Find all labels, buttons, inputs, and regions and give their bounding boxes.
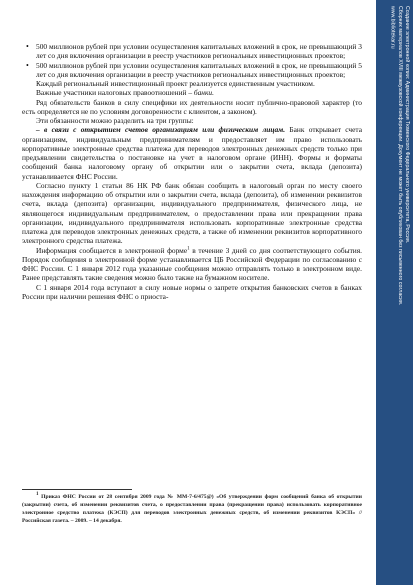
footnote [22, 493, 362, 525]
info-text-a: Информация сообщается в электронной форме [36, 245, 188, 255]
accounts-heading: – в связи с открытием счетов организациям или физическим лицам. [36, 125, 286, 135]
document-body [22, 42, 362, 301]
sidebar-watermark-text [380, 6, 410, 566]
sidebar-line: Сборник материалов XVIII межвузовской конференции. Документ не может быть опубликован без письменного согласия. [396, 6, 403, 306]
banks-text: Важные участники налоговых правоотношений – [36, 88, 194, 98]
footnote-text: Приказ ФНС России от 28 сентября 2009 года № ММ-7-6/475@) «Об утверждении форм сообщений банка об открытии (закрытии) счета, об изменении реквизитов счета, о предоставлении права (прекращении права) использовать корпоративное электронное средство платежа (КЭСП) для переводов электронных денежных средств, об изменении реквизитов КЭСП» // Российская газета. – 2009. – 14 декабря. [22, 494, 362, 524]
sidebar-line: Создание электронной копии: Администрация Тюменского Федерального университета, Россия. [404, 6, 410, 244]
accounts-text: Банк открывает счета организациям, индивидуальным предпринимателям и предоставляет им право использовать корпоративные электронные средства платежа для переводов электронных денежных средств только при предъявлении свидетельства о постановке на учет в налоговом органе (ИНН). Формы и форматы сообщений банка налоговому органу об открытии или о закрытии счета, вклада (депозита) устанавливается ФНС России. [22, 125, 363, 181]
paragraph: Ряд обязательств банков в силу специфики их деятельности носит публично-правовой характер (то есть определяется не по условиям договоренности с клиентом, а законом). [22, 97, 362, 116]
banks-emphasis: банки. [193, 88, 214, 98]
footnote-separator [22, 489, 132, 490]
sidebar-link[interactable]: www.bibliotekar.ru [389, 6, 396, 49]
paragraph: С 1 января 2014 года вступают в силу новые нормы о запрете открытия банковских счетов в банках России при наличии решения ФНС о приоста- [22, 282, 362, 301]
paragraph: Каждый региональный инвестиционный проект реализуется единственным участником. [36, 79, 315, 88]
paragraph-info [22, 246, 362, 283]
bullet-item: • 500 миллионов рублей при условии осуществления капитальных вложений в срок, не превышающий 3 лет со дня включения организации в реестр участников региональных инвестиционных проектов; [22, 42, 362, 61]
info-text-b: в течение 3 дней со дня соответствующего события. Порядок сообщения в электронной форме устанавливается ЦБ Российской Федерации по согласованию с ФНС России. С 1 января 2012 года указанные сообщения можно отправлять только в электронном виде. Ранее представлять такие сведения можно было также на бумажном носителе. [22, 245, 363, 283]
paragraph-accounts [22, 125, 362, 181]
bullet-item: • 500 миллионов рублей при условии осуществления капитальных вложений в срок, не превышающий 5 лет со дня включения организации в реестр участников региональных инвестиционных проектов; [22, 61, 362, 80]
footnote-number: 1 [36, 492, 39, 498]
paragraph: Согласно пункту 1 статьи 86 НК РФ банк обязан сообщить в налоговый орган по месту своего нахождения информацию об открытии или о закрытии счета, вклада (депозита), об изменении реквизитов счета, вклада (депозита) организации, индивидуального предпринимателя, физического лица, не являющегося индивидуальным предпринимателем, о предоставлении права или прекращении права организации, индивидуального предпринимателя использовать корпоративные электронные средства платежа для переводов электронных денежных средств, а также об изменении реквизитов корпоративного электронного средства платежа. [22, 180, 362, 246]
footnote-reference[interactable]: 1 [187, 246, 190, 252]
paragraph-banks [22, 88, 362, 97]
paragraph: Эти обязанности можно разделить на три группы: [36, 116, 194, 125]
